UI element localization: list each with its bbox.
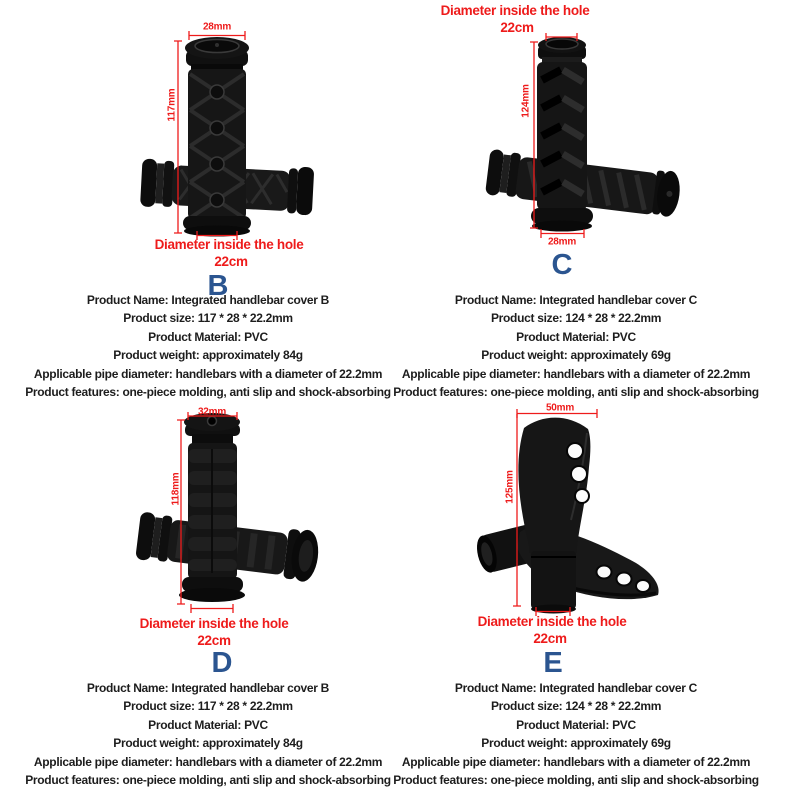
spec-line: Product weight: approximately 84g — [113, 348, 303, 363]
length-dimension-label: 117mm — [166, 88, 178, 122]
spec-line: Product Name: Integrated handlebar cover B — [86, 681, 330, 695]
hole-diameter-note: Diameter inside the hole — [139, 616, 289, 631]
hole-diameter-value: 22cm — [214, 254, 248, 269]
product-specs-c — [376, 291, 776, 401]
vertical-grip — [183, 37, 251, 237]
spec-line: Product Material: PVC — [516, 717, 636, 732]
vertical-grip — [531, 37, 593, 232]
hole-diameter-value: 22cm — [533, 631, 567, 646]
hole-diameter-value: 22cm — [500, 20, 534, 35]
product-panel-d — [0, 400, 400, 800]
length-dimension-label: 125mm — [504, 470, 516, 504]
spec-line: Product Name: Integrated handlebar cover C — [454, 293, 698, 307]
hole-diameter-note: Diameter inside the hole — [477, 614, 627, 629]
spec-line: Product weight: approximately 69g — [481, 736, 671, 751]
product-photo-c — [400, 0, 800, 250]
spec-line: Product weight: approximately 84g — [113, 736, 303, 751]
width-dimension-label: 50mm — [545, 402, 575, 414]
hole-diameter-note: Diameter inside the hole — [154, 237, 304, 252]
spec-line: Product features: one-piece molding, anti slip and shock-absorbing — [393, 773, 759, 788]
spec-line: Product features: one-piece molding, anti slip and shock-absorbing — [393, 385, 759, 400]
spec-line: Applicable pipe diameter: handlebars with a diameter of 22.2mm — [401, 754, 751, 769]
product-panel-e — [393, 400, 800, 800]
length-dimension-label: 124mm — [520, 84, 532, 118]
spec-line: Product weight: approximately 69g — [481, 348, 671, 363]
product-photo-e — [400, 400, 800, 650]
product-panel-b — [0, 0, 400, 400]
hole-diameter-note: Diameter inside the hole — [440, 3, 590, 18]
section-letter-b: B — [207, 270, 229, 302]
product-specs-d — [8, 679, 408, 789]
spec-line: Product Name: Integrated handlebar cover C — [454, 681, 698, 695]
section-letter-d: D — [211, 647, 233, 679]
product-specs-b — [8, 291, 408, 401]
spec-line: Product Material: PVC — [148, 329, 268, 344]
product-specs-e — [376, 679, 776, 789]
spec-line: Product size: 117 * 28 * 22.2mm — [123, 699, 293, 714]
width-dimension-label: 28mm — [202, 21, 232, 33]
section-letter-e: E — [543, 647, 563, 679]
spec-line: Product features: one-piece molding, anti slip and shock-absorbing — [25, 773, 391, 788]
vertical-grip — [179, 413, 245, 602]
spec-line: Product size: 124 * 28 * 22.2mm — [490, 311, 662, 326]
spec-line: Product Name: Integrated handlebar cover B — [86, 293, 330, 307]
product-panel-c — [393, 0, 800, 400]
spec-line: Product Material: PVC — [516, 329, 636, 344]
spec-line: Applicable pipe diameter: handlebars with a diameter of 22.2mm — [401, 366, 751, 381]
product-photo-d — [0, 400, 400, 650]
width-dimension-label: 32mm — [197, 406, 227, 418]
spec-line: Product features: one-piece molding, anti slip and shock-absorbing — [25, 385, 391, 400]
spec-line: Applicable pipe diameter: handlebars with a diameter of 22.2mm — [33, 366, 383, 381]
spec-line: Product Material: PVC — [148, 717, 268, 732]
length-dimension-label: 118mm — [170, 472, 182, 506]
spec-line: Applicable pipe diameter: handlebars with a diameter of 22.2mm — [33, 754, 383, 769]
hole-diameter-value: 22cm — [197, 633, 231, 648]
section-letter-c: C — [551, 249, 573, 281]
spec-line: Product size: 117 * 28 * 22.2mm — [123, 311, 293, 326]
spec-line: Product size: 124 * 28 * 22.2mm — [490, 699, 662, 714]
width-dimension-label: 28mm — [547, 236, 577, 248]
product-photo-b — [0, 0, 400, 250]
